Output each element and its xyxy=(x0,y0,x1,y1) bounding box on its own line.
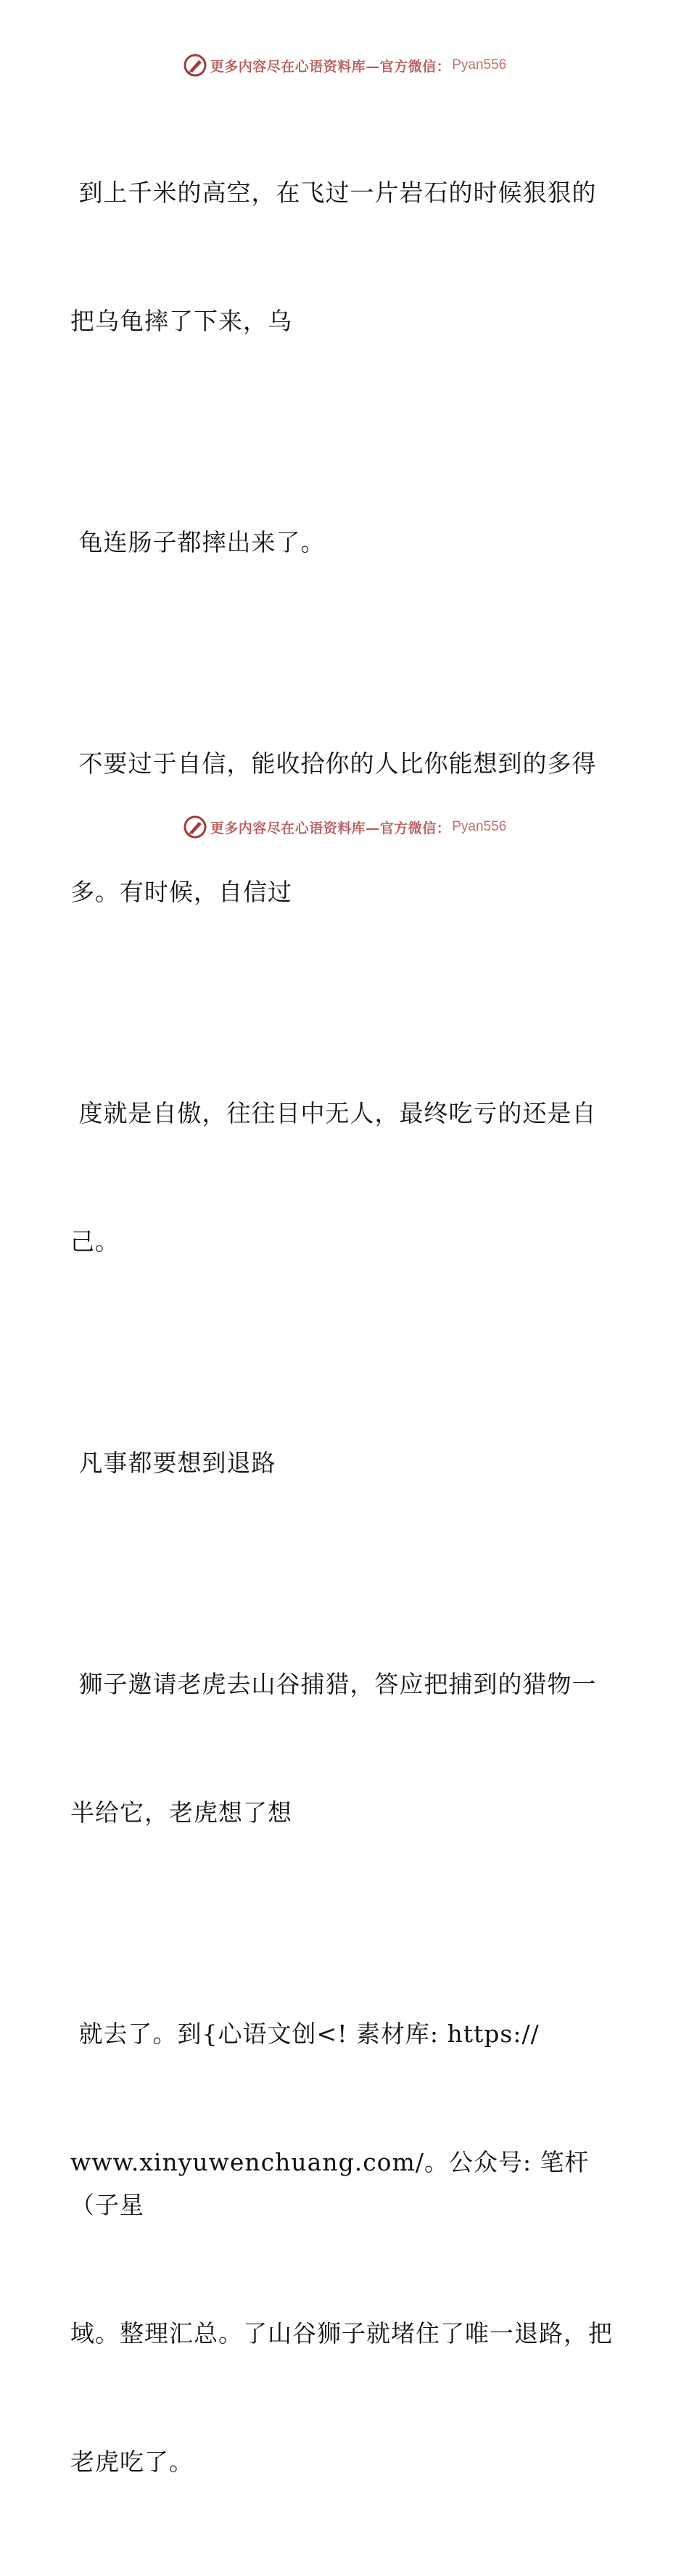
text-line: 凡事都要想到退路 xyxy=(70,1449,276,1477)
footer-banner xyxy=(0,812,689,841)
paragraph xyxy=(70,1577,622,1919)
text-line: 狮子邀请老虎去山谷捕猎，答应把捕到的猎物一 xyxy=(70,1670,597,1698)
pen-logo-icon xyxy=(183,815,207,839)
header-banner xyxy=(0,51,689,80)
paragraph xyxy=(70,1927,622,2569)
paragraph xyxy=(70,1006,622,1349)
text-line: 多。有时候，自信过 xyxy=(70,878,292,906)
paragraph xyxy=(70,435,622,649)
text-line: 度就是自傲，往往目中无人，最终吃亏的还是自 xyxy=(70,1099,597,1127)
banner-text: 更多内容尽在心语资料库—官方微信： xyxy=(210,58,451,75)
text-line: 半给它，老虎想了想 xyxy=(70,1798,292,1827)
text-line: 到上千米的高空，在飞过一片岩石的时候狠狠的 xyxy=(70,178,597,207)
text-line: 域。整理汇总。了山谷狮子就堵住了唯一退路，把 xyxy=(70,2319,613,2347)
text-line: www.xinyuwenchuang.com/。公众号: 笔杆（子星 xyxy=(70,2148,590,2219)
section-heading xyxy=(70,1356,622,1570)
text-line: 就去了。到{心语文创<! 素材库: https:// xyxy=(70,2020,540,2048)
pen-logo-icon xyxy=(183,53,207,78)
banner-wechat-id: Pyan556 xyxy=(452,819,507,834)
paragraph xyxy=(70,86,622,428)
text-line: 老虎吃了。 xyxy=(70,2448,194,2476)
banner-wechat-id: Pyan556 xyxy=(452,57,507,73)
banner-text: 更多内容尽在心语资料库—官方微信： xyxy=(210,820,451,836)
text-line: 不要过于自信，能收拾你的人比你能想到的多得 xyxy=(70,749,597,778)
text-line: 己。 xyxy=(70,1227,120,1256)
text-line: 把乌龟摔了下来，乌 xyxy=(70,307,292,335)
text-line: 龟连肠子都摔出来了。 xyxy=(70,528,326,556)
document-body xyxy=(70,86,622,2576)
